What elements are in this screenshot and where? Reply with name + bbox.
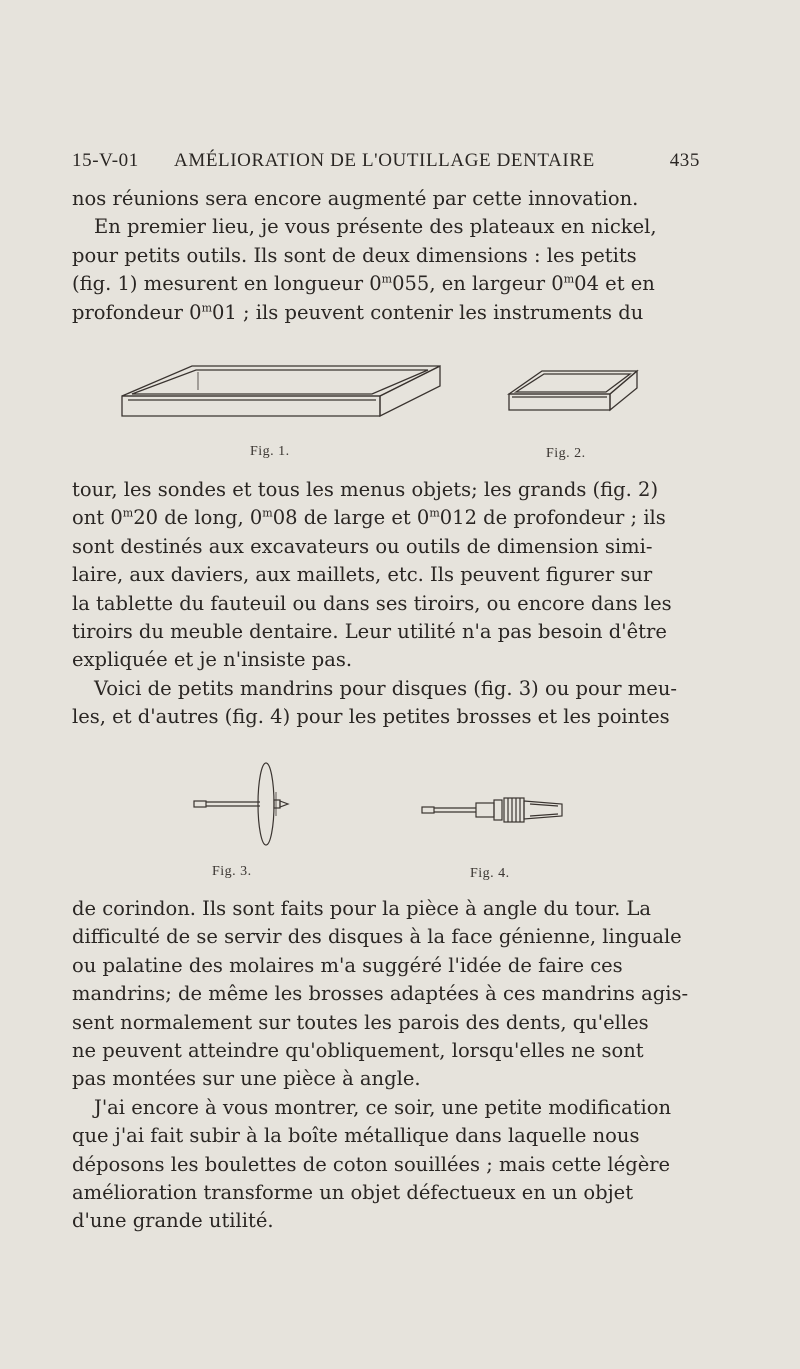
fig1-tray-illustration [118, 360, 448, 420]
text-line: profondeur 0$^m$01 ; ils peuvent contenir les instruments du [72, 300, 644, 324]
paragraph-block-1 [72, 185, 697, 327]
text-line: sent normalement sur toutes les parois des dents, qu'elles [72, 1010, 649, 1034]
text-line: que j'ai fait subir à la boîte métallique dans laquelle nous [72, 1124, 640, 1148]
text-line: ne peuvent atteindre qu'obliquement, lorsqu'elles ne sont [72, 1039, 644, 1063]
fig2-tray-illustration [506, 368, 640, 414]
fig3-caption: Fig. 3. [212, 864, 252, 879]
text-line: tour, les sondes et tous les menus objets; les grands (fig. 2) [72, 478, 659, 501]
paragraph-block-2 [72, 476, 697, 732]
text-line: les, et d'autres (fig. 4) pour les petites brosses et les pointes [72, 705, 670, 729]
text-line: pas montées sur une pièce à angle. [72, 1067, 421, 1091]
text-line: de corindon. Ils sont faits pour la pièce à angle du tour. La [72, 897, 652, 920]
paragraph-block-3 [72, 895, 697, 1236]
header-title: AMÉLIORATION DE L'OUTILLAGE DENTAIRE [174, 150, 595, 171]
text-line: la tablette du fauteuil ou dans ses tiroirs, ou encore dans les [72, 591, 672, 615]
text-line: d'une grande utilité. [72, 1209, 274, 1233]
text-line: amélioration transforme un objet défectueux en un objet [72, 1181, 634, 1205]
text-line: laire, aux daviers, aux maillets, etc. Ils peuvent figurer sur [72, 563, 653, 587]
running-header [72, 150, 700, 180]
text-line: En premier lieu, je vous présente des plateaux en nickel, [94, 215, 657, 239]
text-line: difficulté de se servir des disques à la face génienne, linguale [72, 925, 682, 949]
fig3-disc-mandrel-illustration [190, 760, 300, 856]
text-line: tiroirs du meuble dentaire. Leur utilité n'a pas besoin d'être [72, 620, 667, 644]
fig1-caption: Fig. 1. [250, 444, 290, 459]
page-number: 435 [669, 150, 700, 171]
text-line: ont 0$^m$20 de long, 0$^m$08 de large et 0$^m$012 de profondeur ; ils [72, 506, 666, 530]
text-line: sont destinés aux excavateurs ou outils de dimension simi- [72, 534, 653, 558]
fig2-caption: Fig. 2. [546, 446, 586, 461]
fig4-caption: Fig. 4. [470, 866, 510, 881]
fig4-brush-mandrel-illustration [418, 792, 568, 828]
text-line: Voici de petits mandrins pour disques (fig. 3) ou pour meu- [94, 676, 677, 700]
text-line: mandrins; de même les brosses adaptées à ces mandrins agis- [72, 982, 689, 1006]
text-line: ou palatine des molaires m'a suggéré l'idée de faire ces [72, 953, 623, 977]
text-line: expliquée et je n'insiste pas. [72, 648, 353, 672]
text-line: (fig. 1) mesurent en longueur 0$^m$055, en largeur 0$^m$04 et en [72, 272, 655, 296]
text-line: J'ai encore à vous montrer, ce soir, une petite modification [94, 1095, 672, 1119]
text-line: déposons les boulettes de coton souillées ; mais cette légère [72, 1152, 671, 1176]
header-date: 15-V-01 [72, 150, 139, 171]
text-line: nos réunions sera encore augmenté par cette innovation. [72, 187, 639, 210]
text-line: pour petits outils. Ils sont de deux dimensions : les petits [72, 243, 637, 267]
